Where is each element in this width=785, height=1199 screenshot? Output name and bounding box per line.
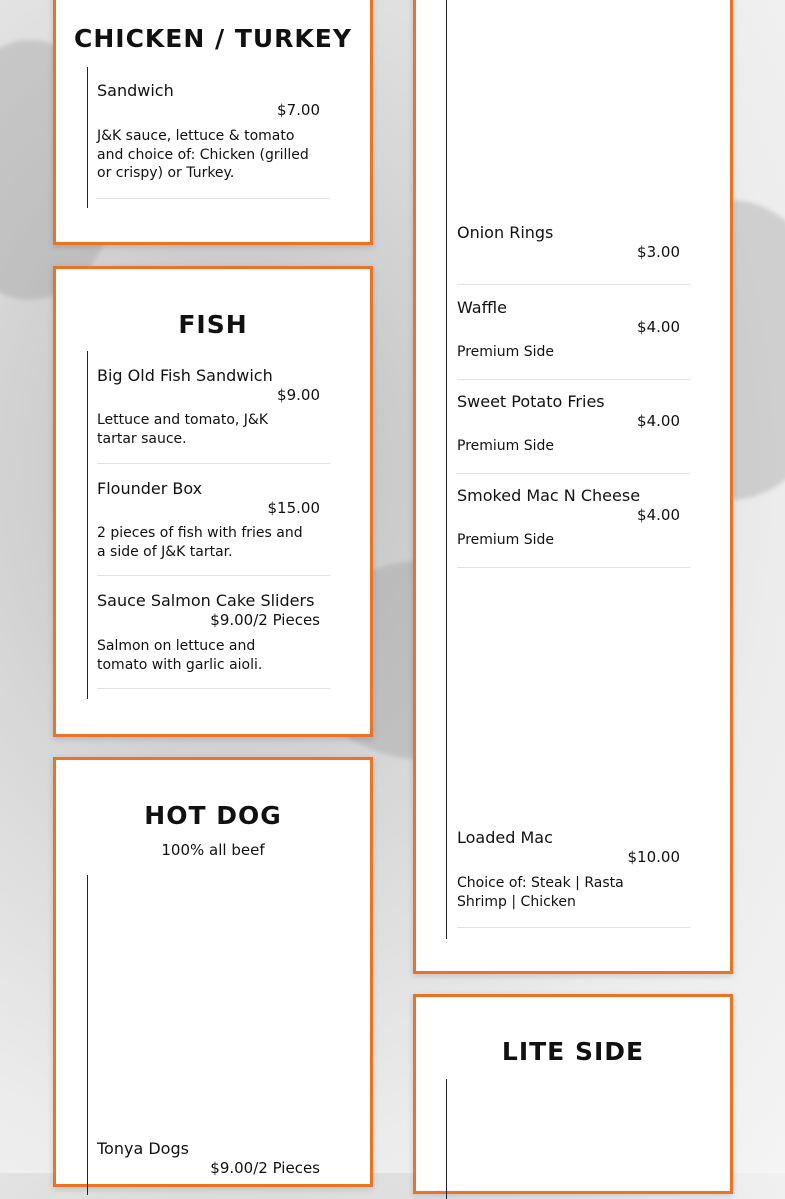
item-description: Choice of: Steak | Rasta Shrimp | Chicken <box>457 875 624 910</box>
item-price: $7.00 <box>277 101 320 119</box>
item-name: Big Old Fish Sandwich <box>97 366 273 385</box>
item-separator <box>97 575 330 576</box>
menu-item[interactable] <box>97 81 330 201</box>
item-separator <box>457 284 690 285</box>
section-divider-line <box>87 875 88 1195</box>
item-description: J&K sauce, lettuce & tomato and choice of: Chicken (grilled or crispy) or Turkey. <box>97 128 309 181</box>
item-price: $10.00 <box>627 848 680 866</box>
menu-item[interactable] <box>97 1139 330 1199</box>
item-name: Smoked Mac N Cheese <box>457 486 641 505</box>
item-separator <box>457 379 690 380</box>
item-price: $4.00 <box>637 412 680 430</box>
menu-card-fish <box>53 266 373 737</box>
section-divider-line <box>446 1079 447 1199</box>
menu-card-lite-side <box>413 994 733 1194</box>
menu-card-hot-dog <box>53 757 373 1187</box>
menu-item[interactable] <box>457 828 690 932</box>
item-price: $4.00 <box>637 318 680 336</box>
item-name: Onion Rings <box>457 223 554 242</box>
item-separator <box>457 927 690 928</box>
item-price: $15.00 <box>267 499 320 517</box>
item-name: Loaded Mac <box>457 828 553 847</box>
item-description: Salmon on lettuce and tomato with garlic aioli. <box>97 638 263 673</box>
menu-item[interactable] <box>457 298 690 382</box>
item-price: $9.00/2 Pieces <box>210 611 320 629</box>
menu-item[interactable] <box>97 479 330 579</box>
menu-item[interactable] <box>457 392 690 476</box>
section-title: HOT DOG <box>144 801 282 830</box>
item-description: Premium Side <box>457 344 555 360</box>
item-name: Waffle <box>457 298 507 317</box>
item-separator <box>457 473 690 474</box>
section-divider-line <box>87 351 88 699</box>
item-separator <box>457 567 690 568</box>
item-description: 2 pieces of fish with fries and a side of J&K tartar. <box>97 525 303 560</box>
section-subtitle: 100% all beef <box>161 841 265 859</box>
item-price: $3.00 <box>637 243 680 261</box>
item-description: Premium Side <box>457 438 555 454</box>
item-price: $4.00 <box>637 506 680 524</box>
item-name: Flounder Box <box>97 479 203 498</box>
menu-item[interactable] <box>457 486 690 570</box>
item-name: Sauce Salmon Cake Sliders <box>97 591 315 610</box>
menu-item[interactable] <box>457 223 690 287</box>
item-separator <box>97 198 330 199</box>
section-divider-line <box>446 0 447 939</box>
item-price: $9.00 <box>277 386 320 404</box>
item-name: Tonya Dogs <box>97 1139 189 1158</box>
section-divider-line <box>87 67 88 208</box>
item-separator <box>97 463 330 464</box>
menu-card-sides <box>413 0 733 974</box>
menu-card-chicken-turkey <box>53 0 373 245</box>
section-title: FISH <box>178 310 248 339</box>
section-title: LITE SIDE <box>501 1037 645 1066</box>
menu-item[interactable] <box>97 591 330 691</box>
item-name: Sandwich <box>97 81 174 100</box>
item-name: Sweet Potato Fries <box>457 392 605 411</box>
item-description: Premium Side <box>457 532 555 548</box>
item-price: $9.00/2 Pieces <box>210 1159 320 1177</box>
section-title: CHICKEN / TURKEY <box>74 24 352 53</box>
item-separator <box>97 688 330 689</box>
item-description: Lettuce and tomato, J&K tartar sauce. <box>97 412 269 447</box>
menu-item[interactable] <box>97 366 330 466</box>
